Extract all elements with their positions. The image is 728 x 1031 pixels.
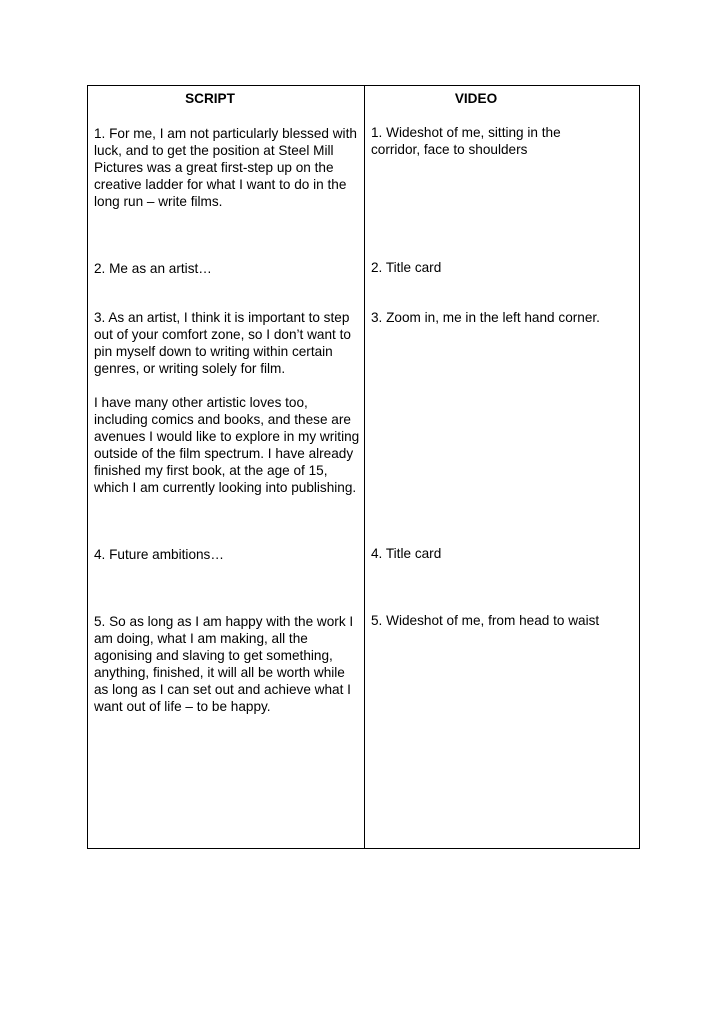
row-5-script: 5. So as long as I am happy with the work I am doing, what I am making, all the agonising and slaving to get something, anything, finished, it will all be worth while as long as I can set out and achieve what I want out of life – to be happy.: [94, 614, 354, 714]
header-video: VIDEO: [454, 91, 498, 106]
script-video-table: [87, 85, 640, 849]
column-divider: [364, 86, 365, 848]
row-1-video: 1. Wideshot of me, sitting in the corridor, face to shoulders: [371, 125, 561, 157]
row-1-script: 1. For me, I am not particularly blessed with luck, and to get the position at Steel Mill Pictures was a great first-step up on the creative ladder for what I want to do in the long run – write films.: [94, 126, 357, 209]
row-3-video: 3. Zoom in, me in the left hand corner.: [371, 310, 600, 325]
header-script: SCRIPT: [185, 91, 235, 106]
row-3-script-paragraph-2: I have many other artistic loves too, including comics and books, and these are avenues I would like to explore in my writing outside of the film spectrum. I have already finished my first book, at the age of 15, which I am currently looking into publishing.: [94, 395, 360, 495]
row-4-script: 4. Future ambitions…: [94, 547, 224, 562]
row-2-script: 2. Me as an artist…: [94, 261, 212, 276]
row-4-video: 4. Title card: [371, 546, 442, 561]
row-5-video: 5. Wideshot of me, from head to waist: [371, 613, 600, 628]
row-3-script: 3. As an artist, I think it is important to step out of your comfort zone, so I don’t want to pin myself down to writing within certain genres, or writing solely for film.: [94, 310, 351, 376]
row-2-video: 2. Title card: [371, 260, 442, 275]
